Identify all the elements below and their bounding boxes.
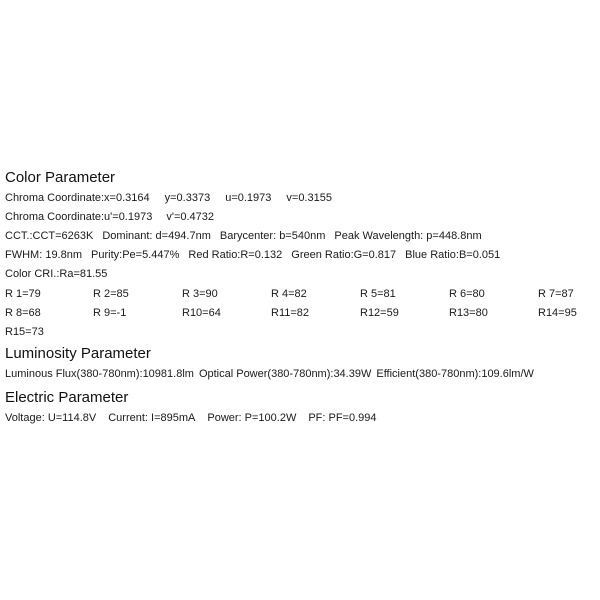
- blue-ratio-value: Blue Ratio:B=0.051: [405, 249, 501, 261]
- optical-power-value: Optical Power(380-780nm):34.39W: [198, 368, 372, 380]
- cri-r7: R 7=87: [538, 288, 574, 300]
- cri-r12: R12=59: [360, 307, 399, 319]
- green-ratio-value: Green Ratio:G=0.817: [291, 249, 397, 261]
- cri-r8: R 8=68: [5, 307, 41, 319]
- chroma-v-value: v=0.3155: [286, 192, 332, 204]
- electric-line: [5, 412, 377, 425]
- cri-r6: R 6=80: [449, 288, 485, 300]
- cct-line: [5, 230, 482, 243]
- fwhm-line: [5, 249, 500, 262]
- cri-r14: R14=95: [538, 307, 577, 319]
- cri-r9: R 9=-1: [93, 307, 127, 319]
- barycenter-value: Barycenter: b=540nm: [219, 230, 326, 242]
- cri-r10: R10=64: [182, 307, 221, 319]
- color-cri-line: Color CRI.:Ra=81.55: [5, 268, 108, 280]
- luminous-flux-value: Luminous Flux(380-780nm):10981.8lm: [5, 368, 194, 380]
- cri-r2: R 2=85: [93, 288, 129, 300]
- cct-value: CCT.:CCT=6263K: [5, 230, 94, 242]
- luminosity-line: [5, 368, 534, 381]
- peak-wavelength-value: Peak Wavelength: p=448.8nm: [334, 230, 482, 242]
- voltage-value: Voltage: U=114.8V: [5, 412, 97, 424]
- cri-r3: R 3=90: [182, 288, 218, 300]
- chroma-v-prime-value: v'=0.4732: [166, 211, 215, 223]
- chroma-coordinate-xy-line: [5, 192, 332, 205]
- cri-r5: R 5=81: [360, 288, 396, 300]
- cri-r1: R 1=79: [5, 288, 41, 300]
- fwhm-value: FWHM: 19.8nm: [5, 249, 83, 261]
- power-value: Power: P=100.2W: [207, 412, 297, 424]
- cri-r13: R13=80: [449, 307, 488, 319]
- chroma-u-value: u=0.1973: [225, 192, 272, 204]
- electric-parameter-heading: Electric Parameter: [5, 389, 129, 406]
- current-value: Current: I=895mA: [108, 412, 196, 424]
- cri-r15: R15=73: [5, 326, 44, 338]
- chroma-x-value: Chroma Coordinate:x=0.3164: [5, 192, 150, 204]
- red-ratio-value: Red Ratio:R=0.132: [188, 249, 283, 261]
- cri-r11: R11=82: [271, 307, 310, 319]
- power-factor-value: PF: PF=0.994: [308, 412, 377, 424]
- color-parameter-heading: Color Parameter: [5, 169, 116, 186]
- chroma-u-prime-value: Chroma Coordinate:u'=0.1973: [5, 211, 153, 223]
- chroma-coordinate-uv-line: [5, 211, 214, 224]
- luminosity-parameter-heading: Luminosity Parameter: [5, 345, 151, 362]
- cri-r4: R 4=82: [271, 288, 307, 300]
- dominant-value: Dominant: d=494.7nm: [102, 230, 211, 242]
- purity-value: Purity:Pe=5.447%: [91, 249, 180, 261]
- chroma-y-value: y=0.3373: [164, 192, 211, 204]
- efficiency-value: Efficient(380-780nm):109.6lm/W: [376, 368, 534, 380]
